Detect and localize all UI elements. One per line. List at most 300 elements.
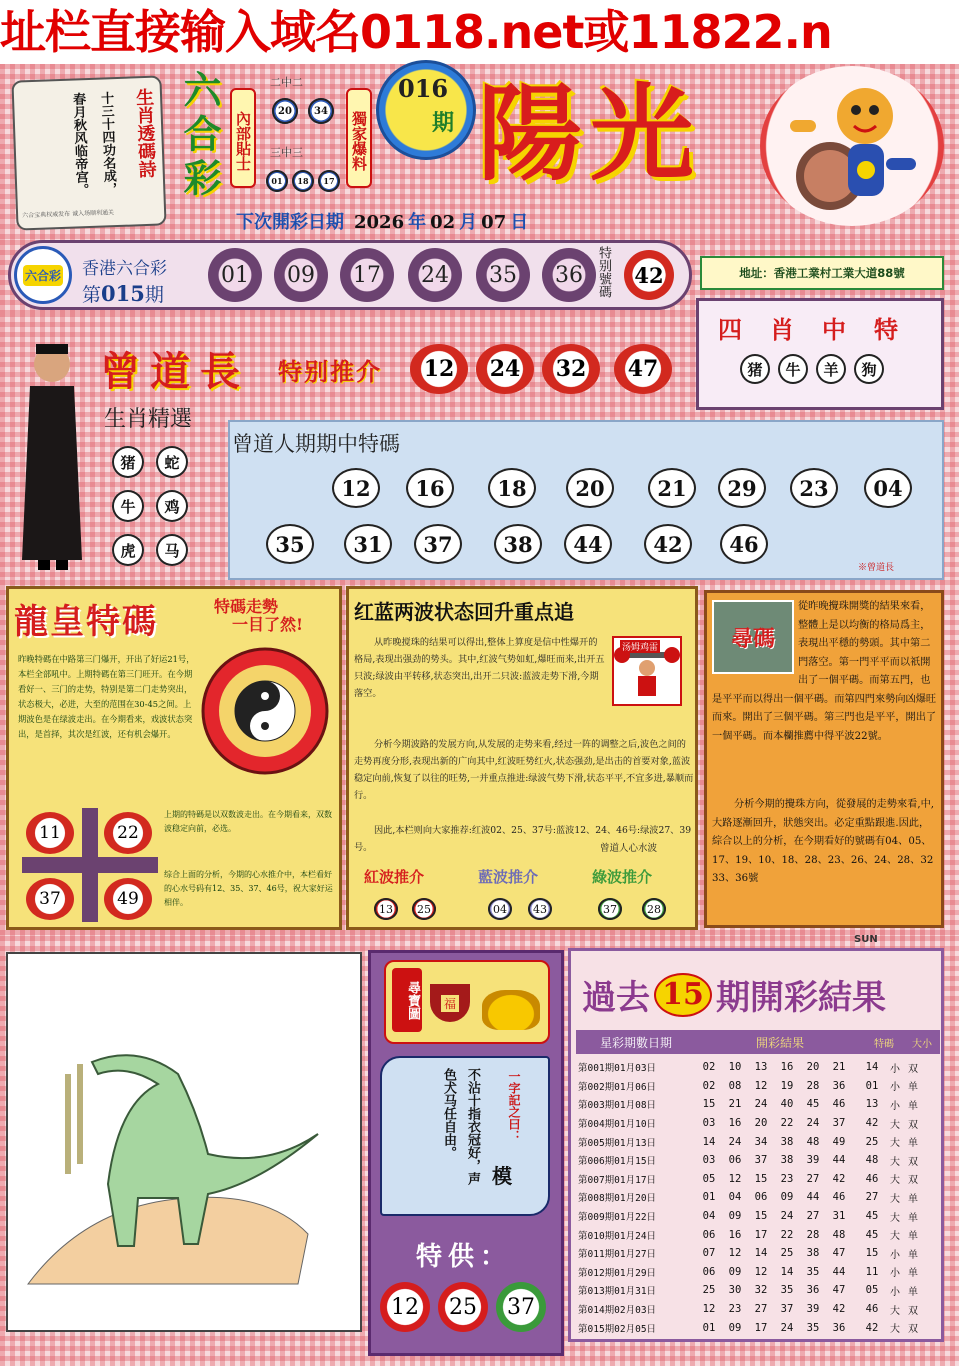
zodiac-title: 生肖精選 — [104, 407, 193, 432]
result-ball-4: 24 — [408, 248, 462, 302]
dragon-slogan-1: 特碼走勢 — [214, 597, 279, 616]
row-date: 第011期01月27日 — [578, 1249, 657, 1261]
table-row — [576, 1132, 922, 1151]
row-special: 05 — [865, 1284, 879, 1297]
pair2-ball-3: 17 — [318, 170, 340, 192]
row-parity: 单 — [908, 1231, 918, 1243]
dinosaur-icon — [8, 954, 360, 1330]
treasure-pot-label: 福 — [441, 995, 459, 1012]
poem-title: 生肖透碼詩 — [132, 87, 157, 179]
address-box — [700, 256, 944, 290]
row-number: 12 — [728, 1247, 742, 1260]
result-ball-1: 01 — [208, 248, 262, 302]
table-row — [576, 1188, 922, 1207]
dinosaur-picture — [6, 952, 362, 1332]
poem-line-1: 十三十四功名成， — [97, 91, 117, 196]
four-zodiac-title: 四肖中特 — [718, 315, 926, 344]
table-row — [576, 1263, 922, 1282]
col-date: 星彩期數日期 — [599, 1035, 672, 1050]
results-badge-text: 六合彩 — [23, 265, 63, 286]
zodiac-pick-4: 鸡 — [156, 490, 188, 522]
four-zodiac-4: 狗 — [854, 354, 884, 384]
row-number: 36 — [806, 1284, 820, 1297]
table-row — [576, 1114, 922, 1133]
row-size: 大 — [890, 1138, 900, 1150]
tsang-rec-label: 特别推介 — [278, 357, 382, 386]
row-number: 47 — [832, 1247, 846, 1260]
sun-mark: SUN — [854, 934, 878, 945]
row-number: 03 — [702, 1154, 716, 1167]
tsang-row1-ball: 23 — [790, 468, 838, 508]
row-number: 37 — [832, 1117, 846, 1130]
row-parity: 单 — [908, 1268, 918, 1280]
row-parity: 单 — [908, 1100, 918, 1112]
row-number: 01 — [702, 1191, 716, 1204]
wave-blue-2: 43 — [528, 898, 552, 920]
row-number: 49 — [832, 1135, 846, 1148]
seek-text-1: 從昨晚攪珠開獎的結果來看，整體上是以均衡的格局爲主，表現出平穩的勢頭。其中第二門落空。第一門平平而以祇開出了一個平碼。而第五門，也是平平而以得出一個平碼。而第四門來勢向凶爆旺而來。開出了三個平碼。第三門也是平平，開出了一個平碼。而本欄推薦中得平波22號。 — [712, 601, 937, 742]
table-row — [576, 1170, 922, 1189]
row-special: 01 — [865, 1079, 879, 1092]
special-label: 特别號碼 — [596, 246, 611, 298]
row-date: 第009期01月22日 — [578, 1212, 657, 1224]
riddle-label: 一字記之曰： — [507, 1070, 521, 1142]
wave-para-2: 分析今期波路的发展方向,从发展的走势来看,经过一阵的调整之后,波色之间的走势再度分形,表现出新的广向其中,红波旺势红火,状态强劲,是出击的首要对象,蓝波稳定向前,恢复了以往的旺势,一并重点推进:绿波气势下滑,状态平平,不宜多进,暴顺而行。 — [354, 739, 694, 801]
row-number: 05 — [702, 1172, 716, 1185]
bagua-icon — [200, 646, 330, 776]
tegong-label: 特供： — [416, 1242, 513, 1272]
results-badge — [14, 246, 72, 304]
row-number: 21 — [832, 1061, 846, 1074]
row-number: 48 — [832, 1228, 846, 1241]
row-special: 45 — [865, 1210, 879, 1223]
row-size: 大 — [890, 1193, 900, 1205]
row-number: 48 — [806, 1135, 820, 1148]
history-title-num: 15 — [654, 973, 712, 1017]
tsang-name: 曾道長 — [100, 348, 250, 395]
next-draw-year-unit: 年 — [408, 212, 427, 233]
riddle-answer: 模 — [492, 1164, 512, 1188]
tsang-row2-ball: 46 — [720, 524, 768, 564]
row-special: 27 — [865, 1191, 879, 1204]
row-date: 第006期01月15日 — [578, 1156, 657, 1168]
row-size: 小 — [890, 1063, 900, 1075]
tsang-row2-ball: 42 — [644, 524, 692, 564]
row-special: 13 — [865, 1098, 879, 1111]
person-icon — [8, 330, 96, 578]
row-number: 15 — [702, 1098, 716, 1111]
row-number: 02 — [702, 1079, 716, 1092]
row-number: 37 — [780, 1303, 794, 1316]
row-number: 40 — [780, 1098, 794, 1111]
history-title — [582, 970, 886, 1019]
row-number: 37 — [754, 1154, 768, 1167]
wave-sign: 曾道人心水波 — [600, 843, 658, 854]
wave-blue-label: 藍波推介 — [478, 868, 539, 886]
row-number: 36 — [832, 1321, 846, 1334]
row-number: 14 — [702, 1135, 716, 1148]
table-row — [576, 1151, 922, 1170]
seek-title: 尋碼 — [730, 625, 775, 652]
row-date: 第015期02月05日 — [578, 1323, 657, 1335]
next-draw — [236, 208, 528, 236]
liuhecai-logo — [172, 70, 224, 220]
row-number: 07 — [702, 1247, 716, 1260]
row-number: 38 — [780, 1154, 794, 1167]
table-row — [576, 1207, 922, 1226]
row-number: 04 — [728, 1191, 742, 1204]
tsang-row1-ball: 12 — [332, 468, 380, 508]
row-number: 27 — [806, 1210, 820, 1223]
row-number: 35 — [806, 1321, 820, 1334]
row-parity: 单 — [908, 1249, 918, 1261]
table-row — [576, 1077, 922, 1096]
seek-text-2: 分析今期的攪珠方向，從發展的走勢來看,中,大路逐漸回升，狀態突出。必定重點跟進.因此，綜合以上的分析，在今期看好的號碼有04、05、17、19、10、18、28、23、26、24、28、32 33、36號 — [712, 799, 935, 884]
row-number: 08 — [728, 1079, 742, 1092]
result-ball-6: 36 — [542, 248, 596, 302]
logo-title: 陽光 — [478, 72, 703, 195]
row-number: 44 — [806, 1191, 820, 1204]
row-number: 27 — [806, 1172, 820, 1185]
row-special: 42 — [865, 1117, 879, 1130]
row-number: 28 — [806, 1228, 820, 1241]
dragon-ball-4: 49 — [104, 878, 152, 920]
row-number: 16 — [780, 1061, 794, 1074]
row-number: 17 — [754, 1321, 768, 1334]
wave-green-1: 37 — [598, 898, 622, 920]
row-number: 39 — [806, 1154, 820, 1167]
tsang-row1-ball: 16 — [406, 468, 454, 508]
treasure-ball-2: 25 — [438, 1282, 488, 1332]
next-draw-month-unit: 月 — [459, 212, 478, 233]
history-table — [576, 1058, 922, 1337]
period-suffix: 期 — [144, 284, 164, 306]
wave-badge — [612, 636, 682, 706]
row-number: 22 — [780, 1228, 794, 1241]
result-ball-3: 17 — [340, 248, 394, 302]
liuhecai-text: 六合彩 — [177, 70, 222, 202]
poem-line-2: 春月秋风临帝宫。 — [69, 92, 89, 197]
tsang-box-title: 曾道人期期中特碼 — [232, 432, 400, 456]
row-number: 06 — [754, 1191, 768, 1204]
zodiac-pick-1: 猪 — [112, 446, 144, 478]
row-number: 24 — [780, 1321, 794, 1334]
poem-scroll — [11, 75, 166, 230]
row-size: 小 — [890, 1249, 900, 1261]
period-number: 015 — [101, 281, 145, 306]
row-date: 第007期01月17日 — [578, 1174, 657, 1186]
row-parity: 单 — [908, 1138, 918, 1150]
history-table-wrap — [576, 1058, 940, 1338]
row-number: 23 — [780, 1172, 794, 1185]
wave-title: 红蓝两波状态回升重点追 — [354, 600, 574, 624]
tsang-rec-3: 32 — [542, 344, 600, 394]
row-date: 第004期01月10日 — [578, 1119, 657, 1131]
tsang-row1-ball: 18 — [488, 468, 536, 508]
row-number: 14 — [754, 1247, 768, 1260]
zodiac-pick-5: 虎 — [112, 534, 144, 566]
zodiac-pick-6: 马 — [156, 534, 188, 566]
seek-text — [712, 598, 938, 822]
col-size: 大小 — [912, 1038, 932, 1050]
table-row — [576, 1095, 922, 1114]
row-number: 01 — [702, 1321, 716, 1334]
row-number: 28 — [806, 1079, 820, 1092]
row-number: 02 — [702, 1061, 716, 1074]
row-number: 25 — [780, 1247, 794, 1260]
row-size: 大 — [890, 1156, 900, 1168]
row-parity: 双 — [908, 1324, 918, 1336]
row-number: 24 — [780, 1210, 794, 1223]
next-draw-label: 下次開彩日期 — [236, 212, 344, 233]
row-special: 45 — [865, 1228, 879, 1241]
results-lottery: 香港六合彩 — [82, 259, 167, 279]
row-number: 09 — [728, 1210, 742, 1223]
row-number: 39 — [806, 1303, 820, 1316]
row-size: 大 — [890, 1175, 900, 1187]
top-banner — [0, 0, 959, 64]
inside-tip-tag: 內部貼士 — [230, 88, 256, 188]
table-row — [576, 1244, 922, 1263]
row-parity: 双 — [908, 1175, 918, 1187]
row-size: 小 — [890, 1286, 900, 1298]
row-number: 20 — [754, 1117, 768, 1130]
row-number: 04 — [702, 1210, 716, 1223]
row-date: 第012期01月29日 — [578, 1267, 657, 1279]
row-number: 31 — [832, 1210, 846, 1223]
next-draw-month: 02 — [430, 212, 456, 233]
row-parity: 单 — [908, 1286, 918, 1298]
row-number: 24 — [806, 1117, 820, 1130]
row-parity: 双 — [908, 1156, 918, 1168]
row-number: 12 — [728, 1172, 742, 1185]
row-date: 第010期01月24日 — [578, 1230, 657, 1242]
tsang-row2-ball: 44 — [564, 524, 612, 564]
row-number: 15 — [754, 1172, 768, 1185]
history-title-pre: 過去 — [582, 978, 650, 1018]
dragon-ball-1: 11 — [26, 812, 74, 854]
special-ball: 42 — [624, 250, 674, 300]
treasure-label: 尋寶圖 — [392, 968, 422, 1032]
row-number: 24 — [754, 1098, 768, 1111]
result-ball-2: 09 — [274, 248, 328, 302]
row-date: 第014期02月03日 — [578, 1305, 657, 1317]
poem-footer: 六合宝典权威发布 诚入场顺利通关 — [22, 209, 115, 220]
period-prefix: 第 — [82, 284, 102, 306]
wave-blue-1: 04 — [488, 898, 512, 920]
row-number: 19 — [780, 1079, 794, 1092]
dragon-ball-2: 22 — [104, 812, 152, 854]
row-number: 21 — [728, 1098, 742, 1111]
tsang-row1-ball: 04 — [864, 468, 912, 508]
row-number: 24 — [728, 1135, 742, 1148]
row-number: 16 — [728, 1228, 742, 1241]
row-size: 大 — [890, 1324, 900, 1336]
banner-text: 址栏直接输入域名0118.net或11822.n — [0, 5, 832, 59]
row-number: 09 — [728, 1321, 742, 1334]
row-special: 15 — [865, 1247, 879, 1260]
row-number: 14 — [780, 1265, 794, 1278]
row-special: 46 — [865, 1172, 879, 1185]
row-date: 第001期01月03日 — [578, 1063, 657, 1075]
dragon-slogan-2: 一目了然! — [232, 615, 304, 634]
row-number: 06 — [702, 1228, 716, 1241]
row-parity: 双 — [908, 1063, 918, 1075]
col-result: 開彩結果 — [755, 1035, 804, 1050]
table-row — [576, 1281, 922, 1300]
row-number: 12 — [702, 1303, 716, 1316]
pair2-ball-2: 18 — [292, 170, 314, 192]
tsang-signature: ※曾道長 — [858, 563, 895, 573]
wave-green-2: 28 — [642, 898, 666, 920]
tsang-portrait — [8, 330, 96, 578]
row-number: 36 — [832, 1079, 846, 1092]
row-parity: 单 — [908, 1082, 918, 1094]
row-date: 第003期01月08日 — [578, 1100, 657, 1112]
row-number: 12 — [754, 1079, 768, 1092]
wave-red-1: 13 — [374, 898, 398, 920]
row-parity: 双 — [908, 1119, 918, 1131]
four-zodiac-1: 猪 — [740, 354, 770, 384]
row-number: 35 — [780, 1284, 794, 1297]
row-special: 42 — [865, 1321, 879, 1334]
row-special: 48 — [865, 1154, 879, 1167]
dragon-text-2: 上期的特碼是以双数波走出。在今期看来，双数波稳定向前，必选。 — [164, 810, 332, 833]
row-date: 第008期01月20日 — [578, 1193, 657, 1205]
wave-para-3: 因此,本栏则向大家推荐:红波02、25、37号:蓝波12、24、46号:绿波27、39号。 — [354, 825, 692, 853]
row-number: 38 — [780, 1135, 794, 1148]
dragon-text-3: 综合上面的分析，今期的心水推介中，本栏看好的心水号码有12、35、37、46号，祝大家好运相伴。 — [164, 870, 333, 907]
row-number: 20 — [806, 1061, 820, 1074]
row-number: 32 — [754, 1284, 768, 1297]
row-number: 38 — [806, 1247, 820, 1260]
wave-red-label: 紅波推介 — [364, 868, 425, 886]
row-number: 44 — [832, 1265, 846, 1278]
row-number: 27 — [754, 1303, 768, 1316]
row-special: 14 — [865, 1061, 879, 1074]
row-number: 09 — [780, 1191, 794, 1204]
tsang-row2-ball: 31 — [344, 524, 392, 564]
row-size: 小 — [890, 1100, 900, 1112]
row-number: 17 — [754, 1228, 768, 1241]
next-draw-day: 07 — [481, 212, 507, 233]
four-zodiac-2: 牛 — [778, 354, 808, 384]
compass-image — [200, 646, 330, 776]
col-special: 特碼 — [874, 1038, 894, 1050]
pair2-label: 三中三 — [270, 146, 303, 159]
dragon-text: 昨晚特碼在中路第三门爆开，开出了好运21号，本栏全部吼中。上期特碼在第三门旺开。在今期看好一、三门的走势，特别是第二门走势突出，状态极大，必进，大至的范围在30-45之间。上期波色是在绿波走出。在今期看来，戏波状态突出，是首择，其次是红波，还有机会爆开。 — [18, 654, 195, 739]
tsang-rec-2: 24 — [476, 344, 534, 394]
four-zodiac-3: 羊 — [816, 354, 846, 384]
row-number: 46 — [832, 1098, 846, 1111]
row-number: 10 — [728, 1061, 742, 1074]
row-number: 35 — [806, 1265, 820, 1278]
next-draw-day-unit: 日 — [510, 212, 529, 233]
row-number: 16 — [728, 1117, 742, 1130]
row-number: 42 — [832, 1303, 846, 1316]
row-number: 46 — [832, 1191, 846, 1204]
wave-badge-text: 汤姆鸡雷 — [620, 640, 660, 653]
pair1-ball-1: 20 — [272, 98, 298, 124]
tsang-row2-ball: 38 — [494, 524, 542, 564]
tsang-row2-ball: 35 — [266, 524, 314, 564]
tsang-row1-ball: 29 — [718, 468, 766, 508]
issue-suffix: 期 — [432, 110, 455, 136]
row-size: 大 — [890, 1119, 900, 1131]
row-number: 30 — [728, 1284, 742, 1297]
history-table-head — [576, 1030, 940, 1054]
row-parity: 单 — [908, 1193, 918, 1205]
row-number: 06 — [702, 1265, 716, 1278]
row-number: 22 — [780, 1117, 794, 1130]
dragon-ball-3: 37 — [26, 878, 74, 920]
row-size: 大 — [890, 1212, 900, 1224]
row-number: 15 — [754, 1210, 768, 1223]
row-size: 小 — [890, 1268, 900, 1280]
zodiac-pick-3: 牛 — [112, 490, 144, 522]
treasure-ball-1: 12 — [380, 1282, 430, 1332]
pair2-ball-1: 01 — [266, 170, 288, 192]
row-special: 25 — [865, 1135, 879, 1148]
row-size: 大 — [890, 1305, 900, 1317]
tsang-rec-4: 47 — [614, 344, 672, 394]
pair1-ball-2: 34 — [308, 98, 334, 124]
tsang-row2-ball: 37 — [414, 524, 462, 564]
row-number: 03 — [702, 1117, 716, 1130]
row-special: 46 — [865, 1303, 879, 1316]
row-number: 25 — [702, 1284, 716, 1297]
dragon-title: 龍皇特碼 — [14, 602, 158, 642]
row-size: 小 — [890, 1082, 900, 1094]
zodiac-pick-2: 蛇 — [156, 446, 188, 478]
row-date: 第013期01月31日 — [578, 1286, 657, 1298]
row-number: 23 — [728, 1303, 742, 1316]
tsang-row1-ball: 20 — [566, 468, 614, 508]
row-number: 42 — [832, 1172, 846, 1185]
pair1-label: 二中二 — [270, 76, 303, 89]
row-number: 09 — [728, 1265, 742, 1278]
issue-number: 016 — [398, 74, 449, 103]
wave-red-2: 25 — [412, 898, 436, 920]
address-text: 地址：香港工業村工業大道88號 — [739, 266, 905, 280]
wave-para-1: 从昨晚搅珠的结果可以得出,整体上算度是信中性爆开的格局,表现出强劲的势头。其中,红波气势如虹,爆旺而来,出开五只波;绿波由平转移,状态突出,出开二只波:蓝波走势下滑,今期落空。 — [354, 637, 605, 699]
table-row — [576, 1318, 922, 1337]
treasure-scroll-text: 不沾十指衣冠好，声色犬马任自由。 — [441, 1068, 480, 1185]
row-number: 06 — [728, 1154, 742, 1167]
table-row — [576, 1300, 922, 1319]
row-number: 34 — [754, 1135, 768, 1148]
row-special: 11 — [865, 1265, 879, 1278]
next-draw-year: 2026 — [354, 212, 405, 233]
row-number: 12 — [754, 1265, 768, 1278]
table-row — [576, 1225, 922, 1244]
result-ball-5: 35 — [476, 248, 530, 302]
row-parity: 单 — [908, 1212, 918, 1224]
row-size: 大 — [890, 1231, 900, 1243]
row-date: 第002期01月06日 — [578, 1081, 657, 1093]
gold-ingot-icon — [482, 990, 540, 1030]
tsang-rec-1: 12 — [410, 344, 468, 394]
row-parity: 双 — [908, 1305, 918, 1317]
row-number: 45 — [806, 1098, 820, 1111]
results-period — [82, 280, 164, 307]
mascot-image — [760, 66, 944, 226]
wave-green-label: 綠波推介 — [592, 868, 653, 886]
history-title-post: 期開彩結果 — [716, 978, 886, 1018]
treasure-ball-3: 37 — [496, 1282, 546, 1332]
tsang-row1-ball: 21 — [648, 468, 696, 508]
row-number: 44 — [832, 1154, 846, 1167]
